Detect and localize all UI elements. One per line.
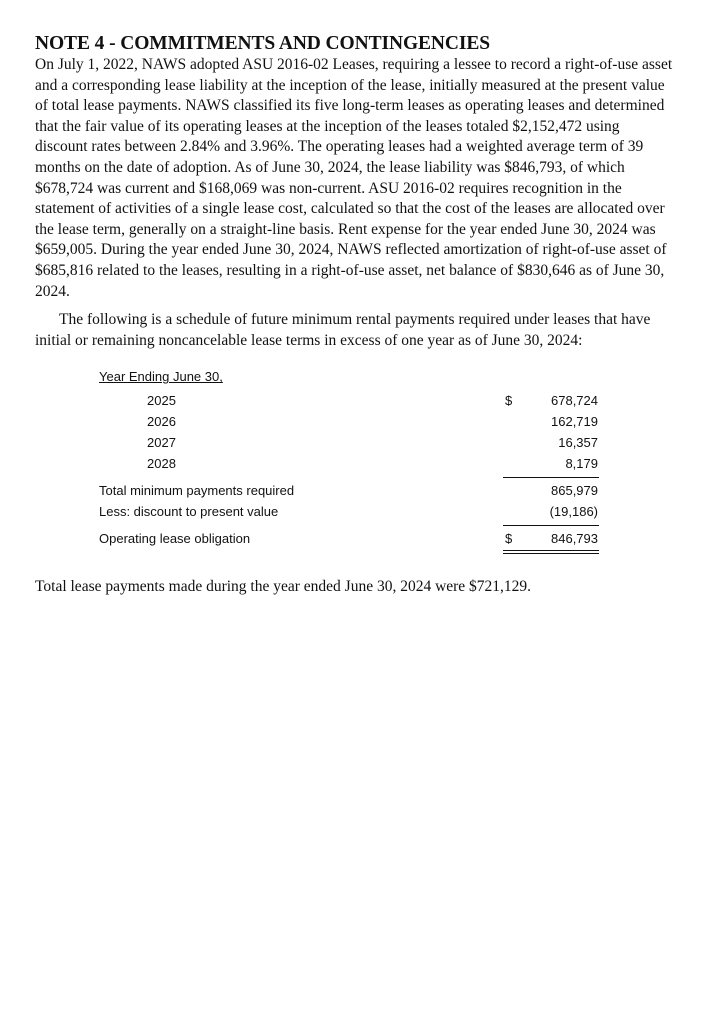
schedule-year: 2026 [147,414,176,430]
schedule-intro-paragraph: The following is a schedule of future minimum rental payments required under leases that have initial or remaining noncancelable lease terms in excess of one year as of June 30, 2024: [35,311,651,349]
obligation-row [35,531,635,549]
discount-amount: (19,186) [549,504,598,520]
footer-paragraph: Total lease payments made during the year ended June 30, 2024 were $721,129. [35,578,532,596]
schedule-amount: 678,724 [551,393,598,409]
schedule-row [35,393,635,411]
discount-rule [503,525,599,526]
lease-description-paragraph: On July 1, 2022, NAWS adopted ASU 2016-02 Leases, requiring a lessee to record a right-of-use asset and a corresponding lease liability at the inception of the lease, initially measured at the present value of total lease payments. NAWS classified its five long-term leases as operating leases and determined that the fair value of its operating leases at the inception of the leases totaled $2,152,472 using discount rates between 2.84% and 3.96%. The operating leases had a weighted average term of 39 months on the date of adoption. As of June 30, 2024, the lease liability was $846,793, of which $678,724 was current and $168,069 was non-current. ASU 2016-02 requires recognition in the statement of activities of a single lease cost, calculated so that the cost of the leases are allocated over the lease term, generally on a straight-line basis. Rent expense for the year ended June 30, 2024 was $659,005. During the year ended June 30, 2024, NAWS reflected amortization of right-of-use asset of $685,816 related to the leases, resulting in a right-of-use asset, net balance of $830,646 as of June 30, 2024. [35,56,673,300]
lease-payment-schedule [35,369,675,557]
schedule-year: 2028 [147,456,176,472]
schedule-amount: 16,357 [558,435,598,451]
note-title: NOTE 4 - COMMITMENTS AND CONTINGENCIES [35,33,491,54]
total-label: Total minimum payments required [99,483,295,499]
schedule-row [35,456,635,474]
schedule-year: 2025 [147,393,176,409]
schedule-amount: 8,179 [565,456,598,472]
schedule-year: 2027 [147,435,176,451]
double-rule-top [503,550,599,551]
schedule-header: Year Ending June 30, [99,369,223,385]
double-rule-bottom [503,553,599,554]
obligation-amount: 846,793 [551,531,598,547]
currency-symbol: $ [505,393,513,409]
schedule-row [35,414,635,432]
discount-label: Less: discount to present value [99,504,279,520]
schedule-row [35,435,635,453]
total-row [35,483,635,501]
note-document [35,33,675,598]
currency-symbol: $ [505,531,513,547]
total-amount: 865,979 [551,483,598,499]
discount-row [35,504,635,522]
subtotal-rule [503,477,599,478]
schedule-amount: 162,719 [551,414,598,430]
obligation-label: Operating lease obligation [99,531,251,547]
